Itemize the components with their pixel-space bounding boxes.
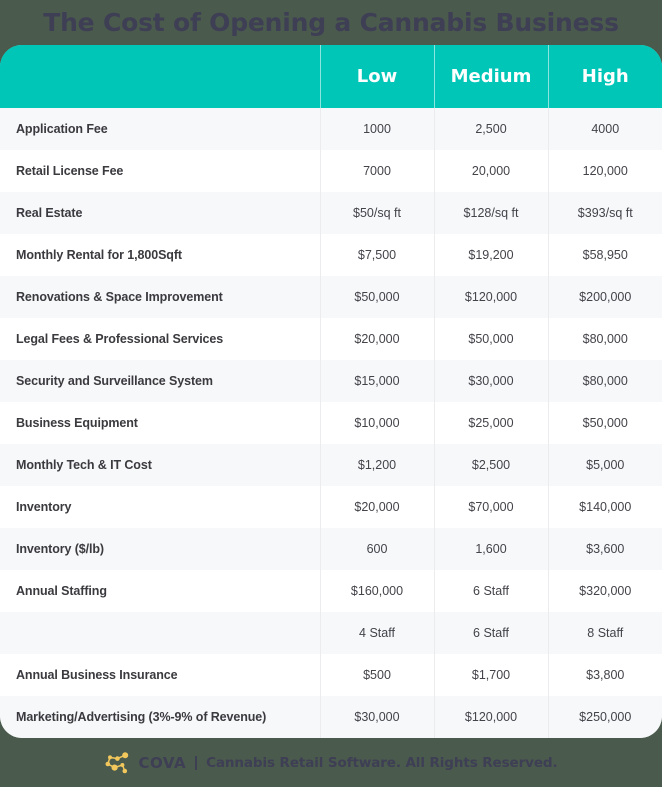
cell-medium: $1,700 [434, 654, 548, 696]
cell-high: $80,000 [548, 360, 662, 402]
cova-molecule-icon [105, 752, 132, 774]
table-head [0, 45, 662, 108]
cell-medium: $128/sq ft [434, 192, 548, 234]
column-header-low: Low [320, 45, 434, 108]
cell-medium: $50,000 [434, 318, 548, 360]
table-row [0, 528, 662, 570]
cell-high: $200,000 [548, 276, 662, 318]
row-label: Monthly Rental for 1,800Sqft [16, 248, 182, 262]
table-body [0, 108, 662, 738]
cell-high: $393/sq ft [548, 192, 662, 234]
table-row [0, 612, 662, 654]
page-title: The Cost of Opening a Cannabis Business [43, 8, 619, 37]
row-label: Legal Fees & Professional Services [16, 332, 224, 346]
cell-low: $7,500 [320, 234, 434, 276]
title-bar [0, 0, 662, 45]
cell-high: 8 Staff [548, 612, 662, 654]
table-row [0, 654, 662, 696]
row-label: Security and Surveillance System [16, 374, 213, 388]
cell-medium: $25,000 [434, 402, 548, 444]
cell-high: 120,000 [548, 150, 662, 192]
cell-high: $3,800 [548, 654, 662, 696]
cell-medium: $19,200 [434, 234, 548, 276]
row-label: Application Fee [16, 122, 108, 136]
row-label: Annual Staffing [16, 584, 107, 598]
cell-medium: 6 Staff [434, 570, 548, 612]
cell-low: $160,000 [320, 570, 434, 612]
row-label: Renovations & Space Improvement [16, 290, 223, 304]
cell-low: 600 [320, 528, 434, 570]
cell-low: $50,000 [320, 276, 434, 318]
cell-high: $58,950 [548, 234, 662, 276]
column-header-high: High [548, 45, 662, 108]
cell-low: $20,000 [320, 486, 434, 528]
footer [0, 738, 662, 787]
cell-medium: 1,600 [434, 528, 548, 570]
cell-high: $50,000 [548, 402, 662, 444]
footer-tagline: Cannabis Retail Software. All Rights Reserved. [206, 754, 558, 771]
table-row [0, 360, 662, 402]
cell-high: $80,000 [548, 318, 662, 360]
cell-low: $1,200 [320, 444, 434, 486]
table-row [0, 570, 662, 612]
cell-low: $15,000 [320, 360, 434, 402]
table-row [0, 108, 662, 150]
cell-high: 4000 [548, 108, 662, 150]
row-label: Retail License Fee [16, 164, 124, 178]
cell-low: $20,000 [320, 318, 434, 360]
cost-table-card [0, 45, 662, 738]
table-row [0, 696, 662, 738]
table-row [0, 276, 662, 318]
row-label: Monthly Tech & IT Cost [16, 458, 152, 472]
cell-low: 1000 [320, 108, 434, 150]
table-row [0, 444, 662, 486]
column-header-medium: Medium [434, 45, 548, 108]
cell-low: 4 Staff [320, 612, 434, 654]
cell-medium: 20,000 [434, 150, 548, 192]
table-row [0, 192, 662, 234]
cell-high: $250,000 [548, 696, 662, 738]
cell-high: $320,000 [548, 570, 662, 612]
row-label: Marketing/Advertising (3%-9% of Revenue) [16, 710, 267, 724]
cell-low: $30,000 [320, 696, 434, 738]
cell-medium: $2,500 [434, 444, 548, 486]
footer-divider [195, 756, 197, 770]
row-label: Business Equipment [16, 416, 138, 430]
cell-medium: 6 Staff [434, 612, 548, 654]
column-header-item [0, 45, 320, 108]
cell-medium: $120,000 [434, 696, 548, 738]
cell-medium: 2,500 [434, 108, 548, 150]
table-row [0, 402, 662, 444]
row-label: Inventory [16, 500, 72, 514]
cell-low: $50/sq ft [320, 192, 434, 234]
row-label: Inventory ($/lb) [16, 542, 104, 556]
brand-wordmark: COVA [138, 753, 187, 772]
cell-high: $5,000 [548, 444, 662, 486]
cell-medium: $70,000 [434, 486, 548, 528]
table-row [0, 486, 662, 528]
row-label: Real Estate [16, 206, 83, 220]
table-header-row [0, 45, 662, 108]
table-row [0, 150, 662, 192]
cell-low: $10,000 [320, 402, 434, 444]
cell-medium: $30,000 [434, 360, 548, 402]
row-label: Annual Business Insurance [16, 668, 178, 682]
cell-low: 7000 [320, 150, 434, 192]
row-label [0, 612, 320, 654]
cost-table [0, 45, 662, 738]
table-row [0, 318, 662, 360]
table-row [0, 234, 662, 276]
cell-high: $3,600 [548, 528, 662, 570]
cell-high: $140,000 [548, 486, 662, 528]
cell-medium: $120,000 [434, 276, 548, 318]
cell-low: $500 [320, 654, 434, 696]
